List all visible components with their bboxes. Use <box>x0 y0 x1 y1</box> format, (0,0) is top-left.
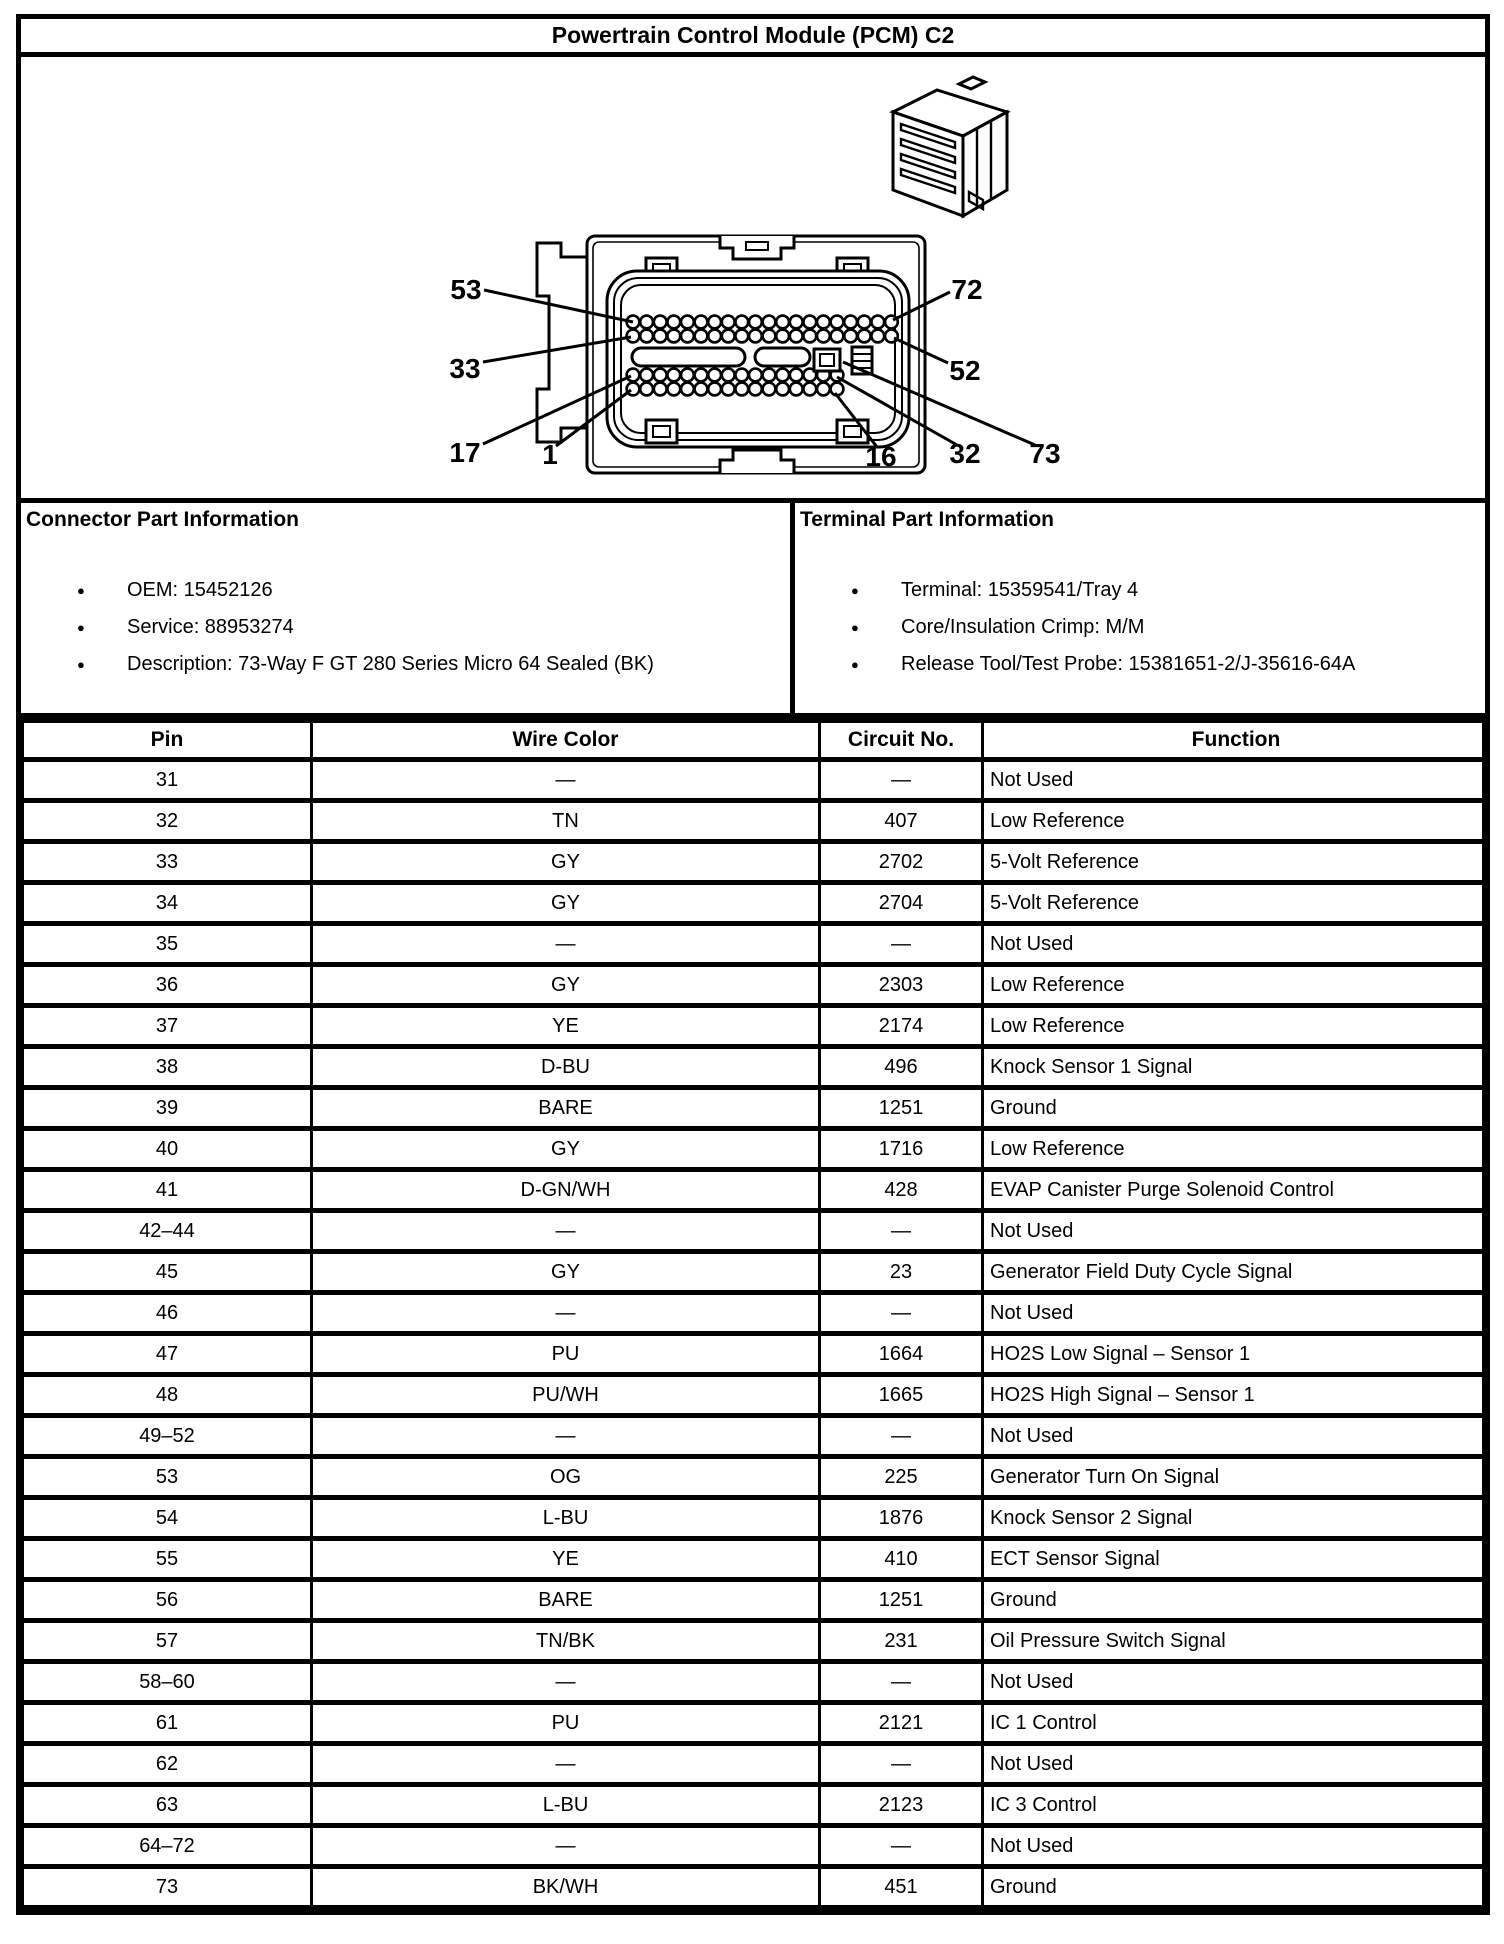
circuit-no-cell: 1876 <box>820 1498 983 1539</box>
circuit-no-cell: 1664 <box>820 1334 983 1375</box>
circuit-no-cell: 1716 <box>820 1129 983 1170</box>
circuit-no-cell: — <box>820 1826 983 1867</box>
iso-view <box>893 77 1007 216</box>
function-cell: Not Used <box>983 1211 1484 1252</box>
circuit-no-cell: 231 <box>820 1621 983 1662</box>
connector-info-list <box>21 572 790 683</box>
pin-cell: 33 <box>23 842 312 883</box>
pin-table <box>21 718 1485 1910</box>
pin-cell: 42–44 <box>23 1211 312 1252</box>
col-header-wire: Wire Color <box>312 721 820 760</box>
table-row <box>23 1539 1484 1580</box>
terminal-info-panel <box>790 503 1485 713</box>
table-row <box>23 1498 1484 1539</box>
circuit-no-cell: — <box>820 760 983 801</box>
circuit-no-cell: 1665 <box>820 1375 983 1416</box>
pin-label-1: 1 <box>542 439 558 470</box>
info-item: ● Release Tool/Test Probe: 15381651-2/J-35616-64A <box>795 646 1485 683</box>
function-cell: ECT Sensor Signal <box>983 1539 1484 1580</box>
table-row <box>23 1375 1484 1416</box>
wire-color-cell: YE <box>312 1539 820 1580</box>
pin-label-72: 72 <box>951 274 983 305</box>
page-title: Powertrain Control Module (PCM) C2 <box>21 19 1485 57</box>
function-cell: IC 3 Control <box>983 1785 1484 1826</box>
wire-color-cell: GY <box>312 842 820 883</box>
pin-cell: 58–60 <box>23 1662 312 1703</box>
pin-cell: 32 <box>23 801 312 842</box>
circuit-no-cell: — <box>820 1416 983 1457</box>
pin-73-terminal <box>814 349 840 371</box>
wire-color-cell: PU <box>312 1703 820 1744</box>
pin-cell: 49–52 <box>23 1416 312 1457</box>
circuit-no-cell: 451 <box>820 1867 983 1908</box>
wire-color-cell: — <box>312 1826 820 1867</box>
pin-cell: 63 <box>23 1785 312 1826</box>
pin-cell: 37 <box>23 1006 312 1047</box>
table-row <box>23 1785 1484 1826</box>
circuit-no-cell: — <box>820 1211 983 1252</box>
wire-color-cell: BARE <box>312 1580 820 1621</box>
connector-info-title: Connector Part Information <box>26 508 300 531</box>
pin-label-32: 32 <box>949 438 981 469</box>
wire-color-cell: GY <box>312 1252 820 1293</box>
pin-cell: 31 <box>23 760 312 801</box>
function-cell: Oil Pressure Switch Signal <box>983 1621 1484 1662</box>
pin-cell: 54 <box>23 1498 312 1539</box>
info-item: ● Description: 73-Way F GT 280 Series Micro 64 Sealed (BK) <box>21 646 790 683</box>
col-header-circuit: Circuit No. <box>820 721 983 760</box>
circuit-no-cell: — <box>820 1744 983 1785</box>
function-cell: Low Reference <box>983 1006 1484 1047</box>
table-row <box>23 1252 1484 1293</box>
function-cell: Not Used <box>983 760 1484 801</box>
front-view <box>537 236 925 473</box>
pin-cell: 56 <box>23 1580 312 1621</box>
table-row <box>23 760 1484 801</box>
function-cell: Not Used <box>983 924 1484 965</box>
circuit-no-cell: 2704 <box>820 883 983 924</box>
function-cell: Low Reference <box>983 1129 1484 1170</box>
table-row <box>23 1621 1484 1662</box>
function-cell: 5-Volt Reference <box>983 842 1484 883</box>
circuit-no-cell: — <box>820 1662 983 1703</box>
table-row <box>23 1170 1484 1211</box>
pin-label-53: 53 <box>450 274 482 305</box>
wire-color-cell: GY <box>312 883 820 924</box>
function-cell: Knock Sensor 2 Signal <box>983 1498 1484 1539</box>
pin-label-52: 52 <box>949 355 981 386</box>
wire-color-cell: — <box>312 1416 820 1457</box>
function-cell: Generator Field Duty Cycle Signal <box>983 1252 1484 1293</box>
table-row <box>23 1293 1484 1334</box>
function-cell: Knock Sensor 1 Signal <box>983 1047 1484 1088</box>
pin-table-header <box>23 721 1484 760</box>
circuit-no-cell: 23 <box>820 1252 983 1293</box>
table-row <box>23 1129 1484 1170</box>
wire-color-cell: TN/BK <box>312 1621 820 1662</box>
wire-color-cell: YE <box>312 1006 820 1047</box>
circuit-no-cell: 407 <box>820 801 983 842</box>
pin-cell: 35 <box>23 924 312 965</box>
function-cell: 5-Volt Reference <box>983 883 1484 924</box>
circuit-no-cell: 2174 <box>820 1006 983 1047</box>
connector-diagram <box>21 57 1485 503</box>
pin-cell: 53 <box>23 1457 312 1498</box>
wire-color-cell: BK/WH <box>312 1867 820 1908</box>
function-cell: Not Used <box>983 1416 1484 1457</box>
wire-color-cell: D-BU <box>312 1047 820 1088</box>
pin-cell: 64–72 <box>23 1826 312 1867</box>
function-cell: Not Used <box>983 1744 1484 1785</box>
table-row <box>23 1826 1484 1867</box>
wire-color-cell: — <box>312 1662 820 1703</box>
wire-color-cell: D-GN/WH <box>312 1170 820 1211</box>
terminal-info-list <box>795 572 1485 683</box>
wire-color-cell: L-BU <box>312 1498 820 1539</box>
table-row <box>23 1047 1484 1088</box>
table-row <box>23 1088 1484 1129</box>
function-cell: Ground <box>983 1867 1484 1908</box>
function-cell: Ground <box>983 1580 1484 1621</box>
circuit-no-cell: — <box>820 924 983 965</box>
table-row <box>23 801 1484 842</box>
table-row <box>23 1867 1484 1908</box>
table-row <box>23 842 1484 883</box>
circuit-no-cell: 1251 <box>820 1580 983 1621</box>
wire-color-cell: GY <box>312 965 820 1006</box>
table-row <box>23 965 1484 1006</box>
circuit-no-cell: 496 <box>820 1047 983 1088</box>
table-row <box>23 1457 1484 1498</box>
pin-label-33: 33 <box>449 353 481 384</box>
table-row <box>23 1334 1484 1375</box>
wire-color-cell: PU <box>312 1334 820 1375</box>
table-row <box>23 1580 1484 1621</box>
function-cell: IC 1 Control <box>983 1703 1484 1744</box>
table-row <box>23 1211 1484 1252</box>
circuit-no-cell: 1251 <box>820 1088 983 1129</box>
info-item: ● Core/Insulation Crimp: M/M <box>795 609 1485 646</box>
table-row <box>23 924 1484 965</box>
table-row <box>23 1006 1484 1047</box>
wire-color-cell: GY <box>312 1129 820 1170</box>
function-cell: Not Used <box>983 1826 1484 1867</box>
pin-cell: 61 <box>23 1703 312 1744</box>
pin-cell: 38 <box>23 1047 312 1088</box>
function-cell: Low Reference <box>983 801 1484 842</box>
left-bracket <box>537 243 587 442</box>
circuit-no-cell: 2123 <box>820 1785 983 1826</box>
pin-cell: 47 <box>23 1334 312 1375</box>
terminal-info-title: Terminal Part Information <box>800 508 1054 531</box>
circuit-no-cell: 225 <box>820 1457 983 1498</box>
wire-color-cell: L-BU <box>312 1785 820 1826</box>
pin-cell: 62 <box>23 1744 312 1785</box>
pin-label-73: 73 <box>1029 438 1061 469</box>
info-item: ● Service: 88953274 <box>21 609 790 646</box>
table-row <box>23 1744 1484 1785</box>
pin-cell: 40 <box>23 1129 312 1170</box>
function-cell: Low Reference <box>983 965 1484 1006</box>
circuit-no-cell: 428 <box>820 1170 983 1211</box>
pin-cell: 34 <box>23 883 312 924</box>
pin-label-16: 16 <box>865 441 897 472</box>
circuit-no-cell: 2303 <box>820 965 983 1006</box>
connector-sheet <box>16 14 1490 1915</box>
function-cell: Ground <box>983 1088 1484 1129</box>
connector-info-panel <box>21 503 790 713</box>
table-row <box>23 1703 1484 1744</box>
circuit-no-cell: 2121 <box>820 1703 983 1744</box>
wire-color-cell: — <box>312 924 820 965</box>
table-row <box>23 1416 1484 1457</box>
col-header-function: Function <box>983 721 1484 760</box>
pin-label-17: 17 <box>449 437 481 468</box>
part-information-row <box>21 503 1485 718</box>
function-cell: Not Used <box>983 1662 1484 1703</box>
function-cell: Not Used <box>983 1293 1484 1334</box>
function-cell: EVAP Canister Purge Solenoid Control <box>983 1170 1484 1211</box>
pin-table-body <box>23 760 1484 1908</box>
col-header-pin: Pin <box>23 721 312 760</box>
wire-color-cell: BARE <box>312 1088 820 1129</box>
table-row <box>23 1662 1484 1703</box>
pin-cell: 73 <box>23 1867 312 1908</box>
connector-diagram-art <box>21 57 1475 498</box>
pin-cell: 46 <box>23 1293 312 1334</box>
pin-cell: 41 <box>23 1170 312 1211</box>
table-row <box>23 883 1484 924</box>
wire-color-cell: — <box>312 760 820 801</box>
pin-cell: 48 <box>23 1375 312 1416</box>
wire-color-cell: — <box>312 1211 820 1252</box>
function-cell: HO2S High Signal – Sensor 1 <box>983 1375 1484 1416</box>
wire-color-cell: — <box>312 1293 820 1334</box>
info-item: ● OEM: 15452126 <box>21 572 790 609</box>
wire-color-cell: PU/WH <box>312 1375 820 1416</box>
pin-cell: 45 <box>23 1252 312 1293</box>
pin-cell: 57 <box>23 1621 312 1662</box>
function-cell: Generator Turn On Signal <box>983 1457 1484 1498</box>
pin-cell: 36 <box>23 965 312 1006</box>
wire-color-cell: — <box>312 1744 820 1785</box>
function-cell: HO2S Low Signal – Sensor 1 <box>983 1334 1484 1375</box>
circuit-no-cell: — <box>820 1293 983 1334</box>
wire-color-cell: OG <box>312 1457 820 1498</box>
pin-cell: 55 <box>23 1539 312 1580</box>
wire-color-cell: TN <box>312 801 820 842</box>
pin-cell: 39 <box>23 1088 312 1129</box>
circuit-no-cell: 2702 <box>820 842 983 883</box>
circuit-no-cell: 410 <box>820 1539 983 1580</box>
info-item: ● Terminal: 15359541/Tray 4 <box>795 572 1485 609</box>
